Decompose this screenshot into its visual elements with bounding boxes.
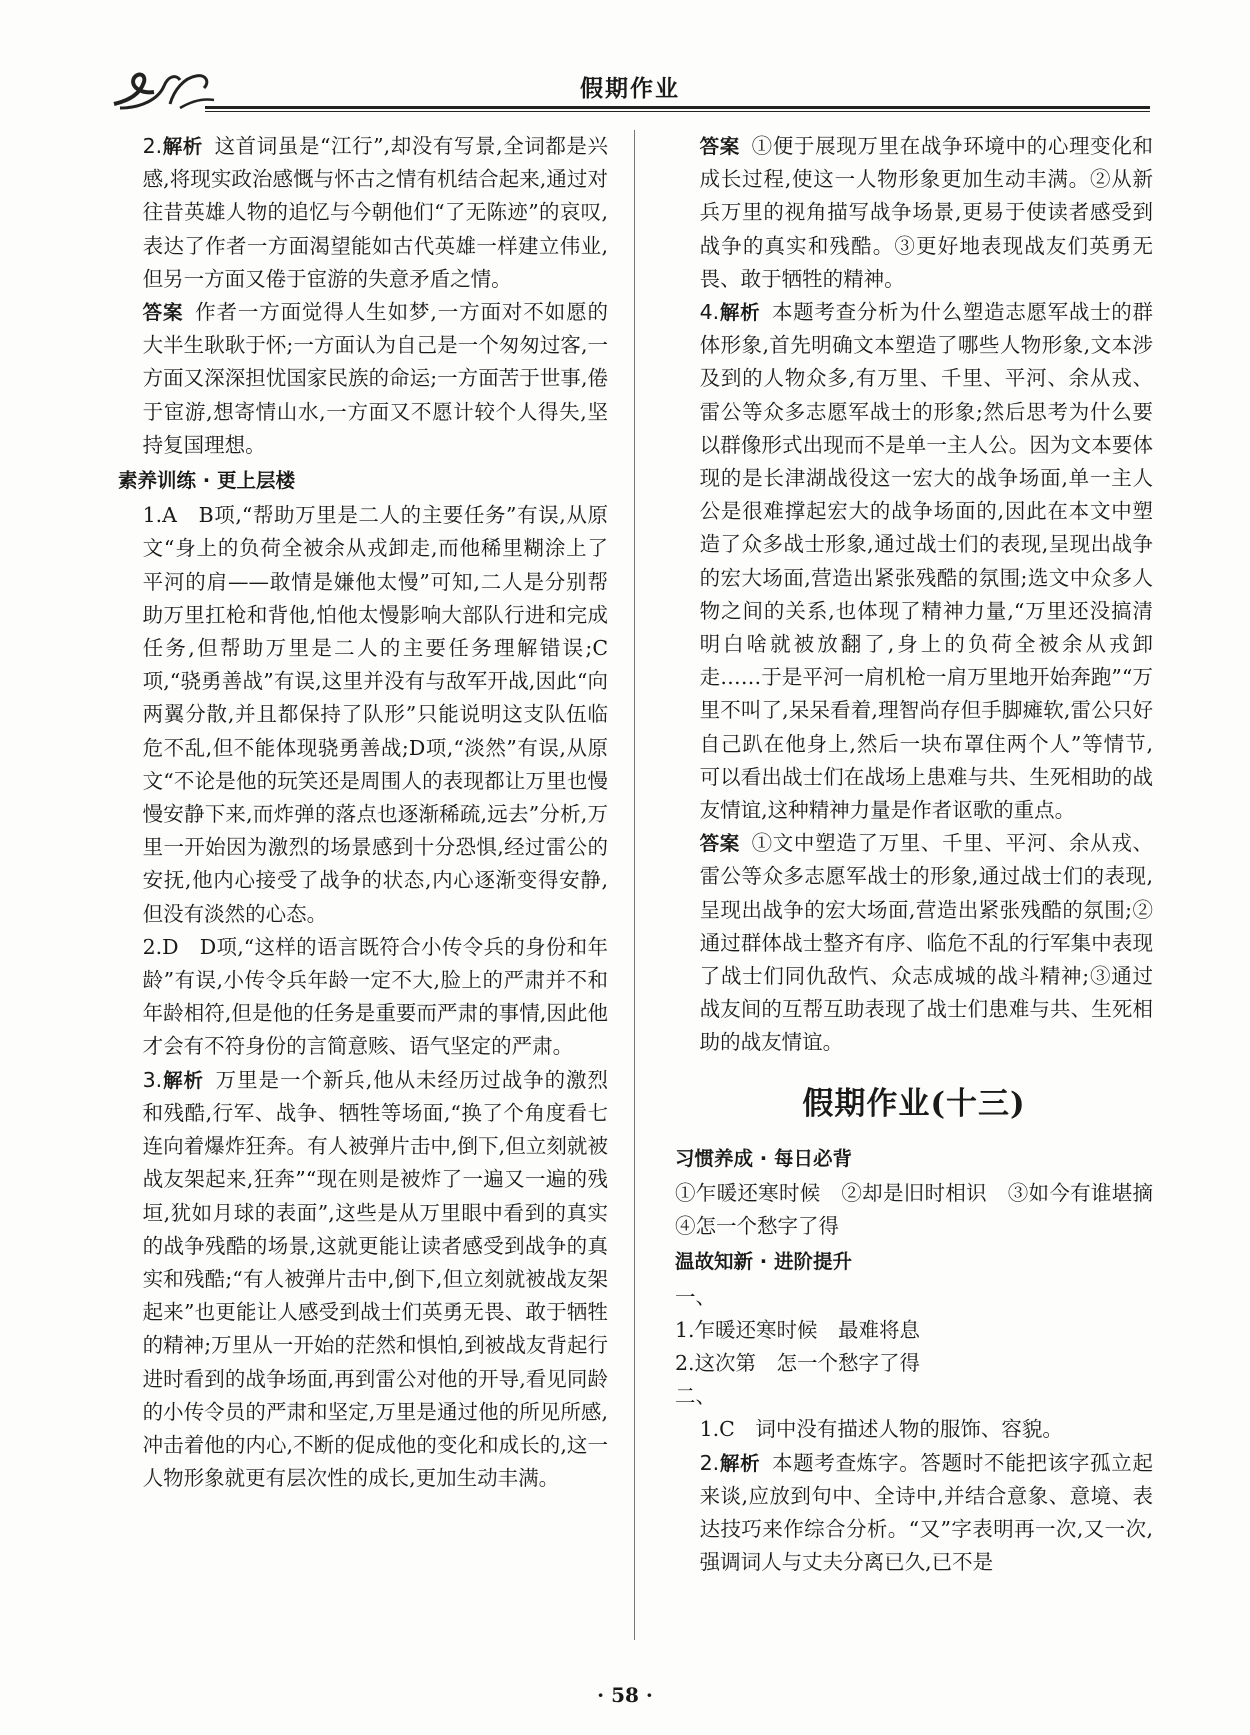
analysis-text: 这首词虽是“江行”,却没有写景,全词都是兴感,将现实政治感慨与怀古之情有机结合起来,通过对往昔英雄人物的追忆与今朝他们“了无陈迹”的哀叹,表达了作者一方面渴望能如古代英雄一样建立伟业,但另一方面又倦于宦游的失意矛盾之情。 (142, 134, 608, 291)
analysis-label: 解析 (719, 1451, 761, 1475)
page-header (110, 62, 1150, 114)
section-title-review: 温故知新 · 进阶提升 (675, 1250, 852, 1274)
answer-text: 作者一方面觉得人生如梦,一方面对不如愿的大半生耿耿于怀;一方面认为自己是一个匆匆过客,一方面又深深担忧国家民族的命运;一方面苦于世事,倦于宦游,想寄情山水,一方面又不愿计较个人得失,坚持复国理想。 (142, 300, 608, 457)
part-one-heading: 一、 (675, 1284, 716, 1309)
section-title-habit: 习惯养成 · 每日必背 (675, 1146, 852, 1170)
page-number: · 58 · (597, 1683, 653, 1707)
analysis-label: 解析 (719, 301, 761, 325)
part-one-item-1: 1.乍暖还寒时候 最难将息 (675, 1317, 921, 1342)
part-two-heading: 二、 (675, 1384, 716, 1409)
item-number: 2. (142, 134, 163, 158)
answer-label: 答案 (699, 832, 740, 856)
question-1: 1.A B项,“帮助万里是二人的主要任务”有误,从原文“身上的负荷全被余从戎卸走,而他稀里糊涂上了平河的肩——敢情是嫌他太慢”可知,二人是分别帮助万里扛枪和背他,怕他太慢影响大部队行进和完成任务,但帮助万里是二人的主要任务理解错误;C项,“骁勇善战”有误,这里并没有与敌军开战,因此“向两翼分散,并且都保持了队形”只能说明这支队伍临危不乱,但不能体现骁勇善战;D项,“淡然”有误,从原文“不论是他的玩笑还是周围人的表现都让万里也慢慢安静下来,而炸弹的落点也逐渐稀疏,远去”分析,万里一开始因为激烈的场景感到十分恐惧,经过雷公的安抚,他内心接受了战争的状态,内心逐渐变得安静,但没有淡然的心态。 (142, 503, 608, 926)
section-title-training: 素养训练 · 更上层楼 (118, 469, 295, 493)
part-two-item-2 (675, 1447, 1153, 1580)
question-3 (118, 1064, 608, 1496)
answer-text: ①便于展现万里在战争环境中的心理变化和成长过程,使这一人物形象更加生动丰满。②从新兵万里的视角描写战争场景,更易于使读者感受到战争的真实和残酷。③更好地表现战友们英勇无畏、敢于牺牲的精神。 (699, 134, 1153, 291)
header-rule-thin (205, 111, 1150, 112)
analysis-text: 万里是一个新兵,他从未经历过战争的激烈和残酷,行军、战争、牺牲等场面,“换了个角度看七连向着爆炸狂奔。有人被弹片击中,倒下,但立刻就被战友架起来,狂奔”“现在则是被炸了一遍又一遍的残垣,犹如月球的表面”,这些是从万里眼中看到的真实的战争残酷的场景,这就更能让读者感受到战争的真实和残酷;“有人被弹片击中,倒下,但立刻就被战友架起来”也更能让人感受到战士们英勇无畏、敢于牺牲的精神;万里从一开始的茫然和惧怕,到被战友背起行进时看到的战争场面,再到雷公对他的开导,看见同龄的小传令员的严肃和坚定,万里是通过他的所见所感,冲击着他的内心,不断的促成他的变化和成长的,这一人物形象就更有层次性的成长,更加生动丰满。 (142, 1067, 608, 1491)
column-divider (634, 130, 635, 1640)
assignment-title: 假期作业(十三) (802, 1085, 1026, 1122)
question-3-answer (675, 130, 1153, 296)
question-4 (675, 296, 1153, 827)
analysis-text: 本题考查炼字。答题时不能把该字孤立起来谈,应放到句中、全诗中,并结合意象、意境、表达技巧来作综合分析。“又”字表明再一次,又一次,强调词人与丈夫分离已久,已不是 (699, 1450, 1153, 1575)
item-2-answer (118, 296, 608, 462)
item-number: 4. (699, 300, 720, 325)
question-4-answer (675, 827, 1153, 1059)
analysis-label: 解析 (162, 135, 203, 158)
analysis-label: 解析 (162, 1068, 204, 1092)
answer-label: 答案 (699, 135, 740, 158)
left-column (118, 130, 608, 1495)
part-one-item-2: 2.这次第 怎一个愁字了得 (675, 1350, 921, 1375)
item-2-analysis (118, 130, 608, 296)
recitation-answers: ①乍暖还寒时候 ②却是旧时相识 ③如今有谁堪摘 ④怎一个愁字了得 (675, 1180, 1174, 1239)
part-two-item-1: 1.C 词中没有描述人物的服饰、容貌。 (699, 1417, 1063, 1442)
analysis-text: 本题考查分析为什么塑造志愿军战士的群体形象,首先明确文本塑造了哪些人物形象,文本涉及到的人物众多,有万里、千里、平河、余从戎、雷公等众多志愿军战士的形象;然后思考为什么要以群像形式出现而不是单一主人公。因为文本要体现的是长津湖战役这一宏大的战争场面,单一主人公是很难撑起宏大的战争场面的,因此在本文中塑造了众多战士形象,通过战士们的表现,呈现出战争的宏大场面,营造出紧张残酷的氛围;选文中众多人物之间的关系,也体现了精神力量,“万里还没搞清明白啥就被放翻了,身上的负荷全被余从戎卸走……于是平河一肩机枪一肩万里地开始奔跑”“万里不叫了,呆呆看着,理智尚存但手脚瘫软,雷公只好自己趴在他身上,然后一块布罩住两个人”等情节,可以看出战士们在战场上患难与共、生死相助的战友情谊,这种精神力量是作者讴歌的重点。 (699, 300, 1153, 823)
answer-text: ①文中塑造了万里、千里、平河、余从戎、雷公等众多志愿军战士的形象,通过战士们的表现,呈现出战争的宏大场面,营造出紧张残酷的氛围;②通过群体战士整齐有序、临危不乱的行军集中表现了战士们同仇敌忾、众志成城的战斗精神;③通过战友间的互帮互助表现了战士们患难与共、生死相助的战友情谊。 (699, 831, 1153, 1055)
header-title: 假期作业 (580, 76, 680, 102)
item-number: 2. (699, 1450, 720, 1475)
answer-label: 答案 (142, 301, 184, 325)
item-number: 3. (142, 1067, 163, 1092)
question-2: 2.D D项,“这样的语言既符合小传令兵的身份和年龄”有误,小传令兵年龄一定不大,脸上的严肃并不和年龄相符,但是他的任务是重要而严肃的事情,因此他才会有不符身份的言简意赅、语气坚定的严肃。 (142, 934, 608, 1059)
header-rule (205, 106, 1150, 109)
right-column (675, 130, 1174, 1579)
